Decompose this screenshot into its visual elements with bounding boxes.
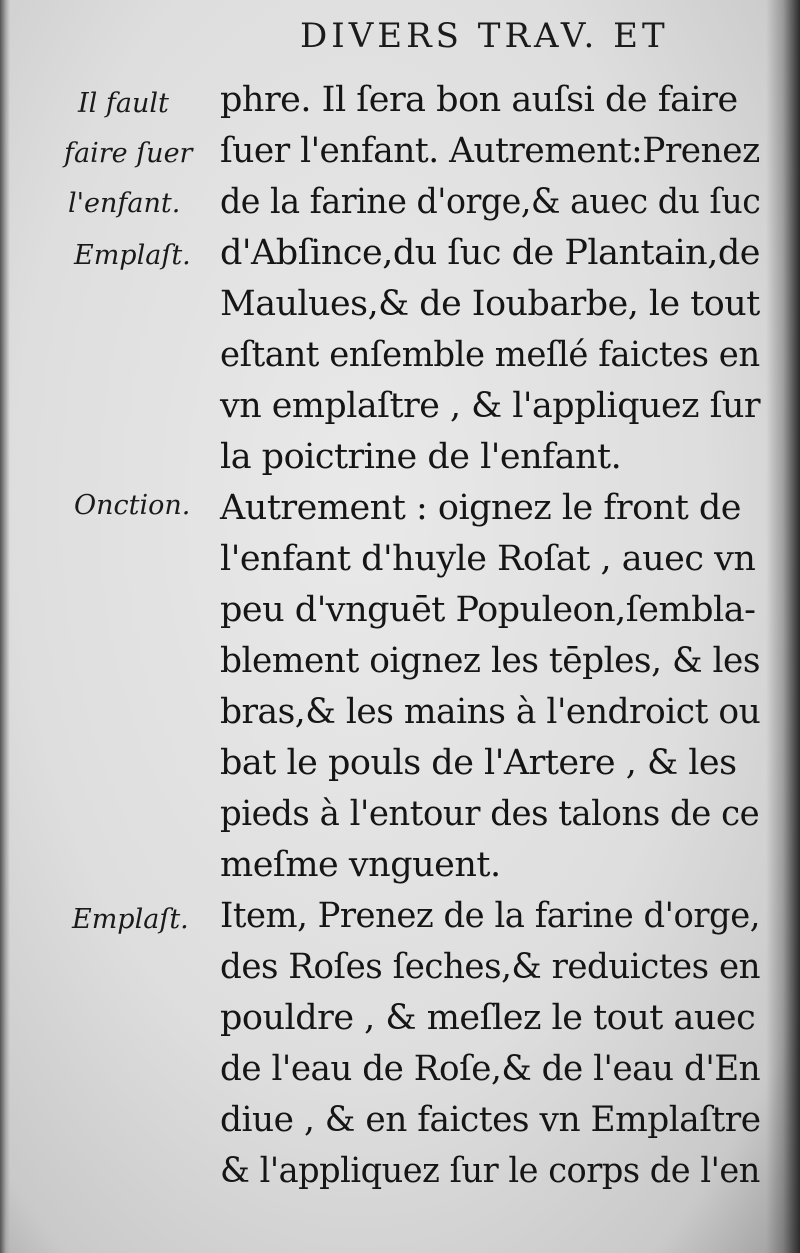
text-line: Autrement : oignez le front de [220,488,742,528]
text-line: phre. Il ſera bon auſsi de faire [220,80,738,120]
text-line: diue , & en faictes vn Emplaſtre [220,1100,761,1140]
text-line: de l'eau de Roſe,& de l'eau d'En [220,1049,761,1089]
text-line: l'enfant d'huyle Roſat , auec vn [220,539,756,579]
text-line: ſuer l'enfant. Autrement:Prenez [220,131,760,171]
text-line: bras,& les mains à l'endroict ou [220,692,761,732]
text-line: de la farine d'orge,& auec du ſuc [220,182,761,222]
text-line: vn emplaſtre , & l'appliquez ſur [220,386,761,426]
margin-note-emplast-2: Emplaſt. [72,904,189,935]
text-line: pieds à l'entour des talons de ce [220,794,760,834]
margin-note-faire-suer: faire ſuer [64,138,193,169]
text-line: peu d'vnguēt Populeon,ſembla- [220,590,756,630]
text-line: pouldre , & meſlez le tout auec [220,998,756,1038]
margin-note-lenfant: l'enfant. [68,188,181,219]
text-line: d'Abſince,du ſuc de Plantain,de [220,233,760,273]
text-line: Maulues,& de Ioubarbe, le tout [220,284,760,324]
margin-note-onction: Onction. [74,490,191,521]
margin-note-emplast-1: Emplaſt. [74,240,191,271]
text-line: blement oignez les tēples, & les [220,641,760,681]
running-header: DIVERS TRAV. ET [300,16,669,56]
text-line: meſme vnguent. [220,845,501,885]
page-gutter-shadow [0,0,10,1253]
text-line: la poictrine de l'enfant. [220,437,622,477]
text-line: eſtant enſemble meſlé faictes en [220,335,760,375]
text-line: bat le pouls de l'Artere , & les [220,743,737,783]
text-line: Item, Prenez de la farine d'orge, [220,896,760,936]
page-edge-shadow [766,0,800,1253]
text-line: & l'appliquez ſur le corps de l'en [220,1151,760,1191]
margin-note-il-fault: Il fault [78,88,169,119]
text-line: des Roſes ſeches,& reduictes en [220,947,761,987]
